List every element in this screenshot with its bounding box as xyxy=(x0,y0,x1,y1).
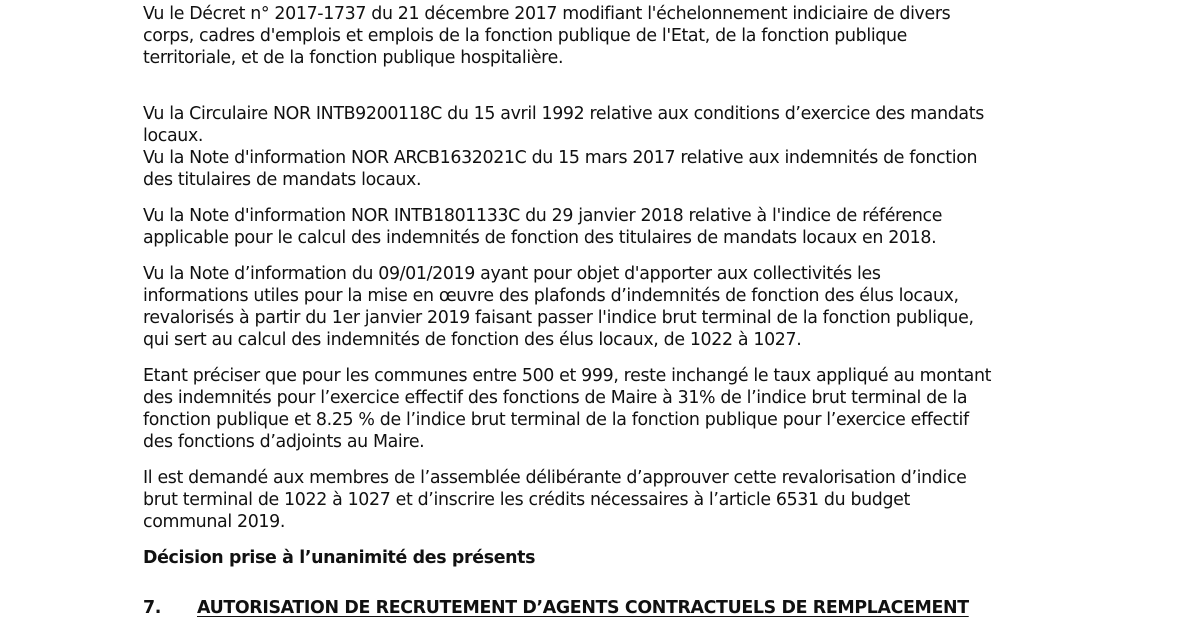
text-line: corps, cadres d'emplois et emplois de la fonction publique de l'Etat, de la fonction publique xyxy=(143,26,908,46)
text-line: informations utiles pour la mise en œuvre des plafonds d’indemnités de fonction des élus locaux, xyxy=(143,286,959,306)
paragraph-demande xyxy=(143,467,1063,533)
text-line: Vu le Décret n° 2017-1737 du 21 décembre 2017 modifiant l'échelonnement indiciaire de divers xyxy=(143,4,951,24)
text-line: applicable pour le calcul des indemnités de fonction des titulaires de mandats locaux en 2018. xyxy=(143,228,937,248)
decision-statement: Décision prise à l’unanimité des présents xyxy=(143,548,536,568)
paragraph-circulaire xyxy=(143,103,1063,147)
paragraph-note-2017 xyxy=(143,147,1063,191)
text-line: qui sert au calcul des indemnités de fonction des élus locaux, de 1022 à 1027. xyxy=(143,330,802,350)
paragraph-note-2018 xyxy=(143,205,1063,249)
section-number: 7. xyxy=(143,598,162,618)
text-line: Etant préciser que pour les communes entre 500 et 999, reste inchangé le taux appliqué au montant xyxy=(143,366,992,386)
text-line: des titulaires de mandats locaux. xyxy=(143,170,422,190)
text-line: fonction publique et 8.25 % de l’indice brut terminal de la fonction publique pour l’exercice effectif xyxy=(143,410,969,430)
text-line: territoriale, et de la fonction publique hospitalière. xyxy=(143,48,564,68)
text-line: Il est demandé aux membres de l’assemblée délibérante d’approuver cette revalorisation d’indice xyxy=(143,468,967,488)
text-line: locaux. xyxy=(143,126,204,146)
spacer xyxy=(143,83,1063,103)
text-line: brut terminal de 1022 à 1027 et d’inscrire les crédits nécessaires à l’article 6531 du budget xyxy=(143,490,910,510)
paragraph-decret xyxy=(143,3,1063,69)
text-line: Vu la Note d'information NOR INTB1801133C du 29 janvier 2018 relative à l'indice de référence xyxy=(143,206,943,226)
document-page xyxy=(143,3,1063,569)
section-heading xyxy=(143,597,969,619)
text-line: des indemnités pour l’exercice effectif des fonctions de Maire à 31% de l’indice brut terminal de la xyxy=(143,388,968,408)
paragraph-taux xyxy=(143,365,1063,453)
text-line: revalorisés à partir du 1er janvier 2019 faisant passer l'indice brut terminal de la fonction publique, xyxy=(143,308,974,328)
paragraph-note-2019 xyxy=(143,263,1063,351)
text-line: Vu la Note d'information NOR ARCB1632021C du 15 mars 2017 relative aux indemnités de fonction xyxy=(143,148,978,168)
text-line: Vu la Circulaire NOR INTB9200118C du 15 avril 1992 relative aux conditions d’exercice des mandats xyxy=(143,104,984,124)
text-line: communal 2019. xyxy=(143,512,286,532)
text-line: des fonctions d’adjoints au Maire. xyxy=(143,432,425,452)
text-line: Vu la Note d’information du 09/01/2019 ayant pour objet d'apporter aux collectivités les xyxy=(143,264,881,284)
section-title: AUTORISATION DE RECRUTEMENT D’AGENTS CONTRACTUELS DE REMPLACEMENT xyxy=(197,598,969,618)
